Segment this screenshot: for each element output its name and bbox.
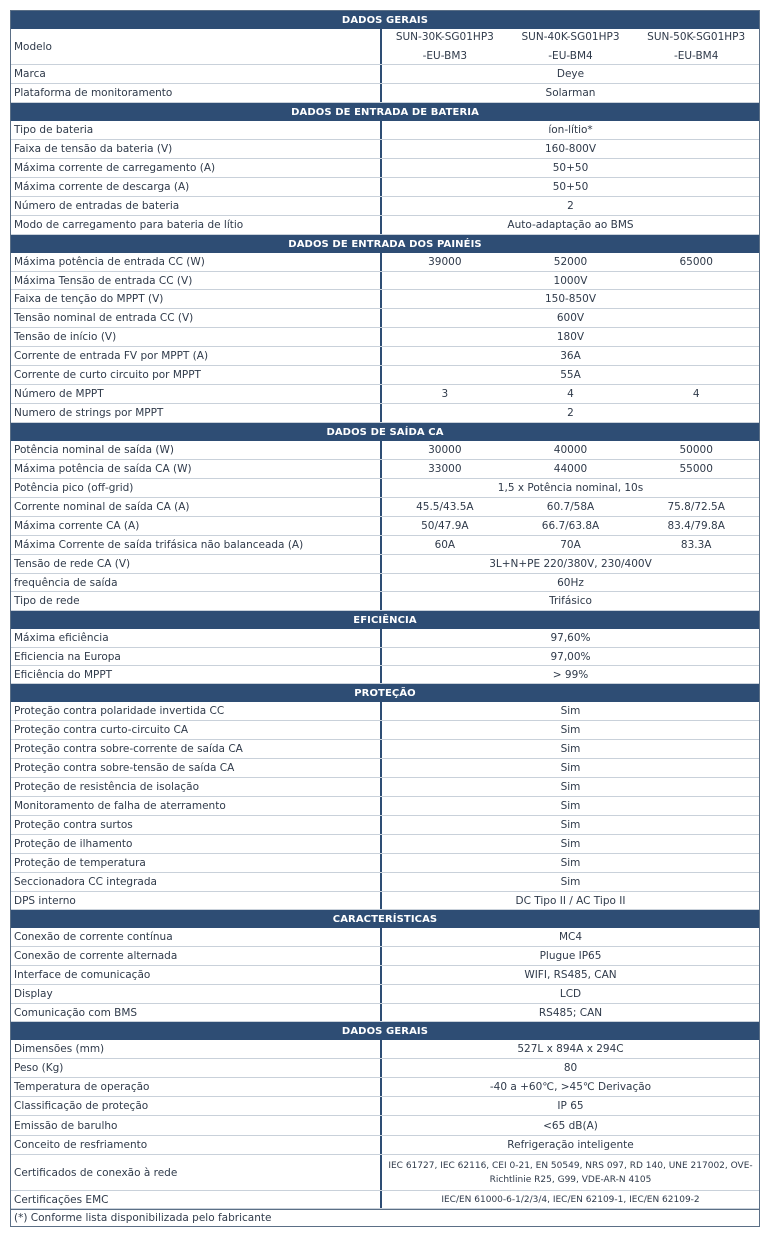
- row-value: LCD: [559, 988, 582, 1000]
- row-label: Potência nominal de saída (W): [11, 441, 382, 459]
- row-label: Monitoramento de falha de aterramento: [11, 797, 382, 815]
- table-row: [11, 121, 759, 140]
- row-label: Corrente de entrada FV por MPPT (A): [11, 347, 382, 365]
- table-row: [11, 721, 759, 740]
- row-value: 75.8/72.5A: [667, 501, 725, 513]
- row-label: Peso (Kg): [11, 1059, 382, 1077]
- table-row: [11, 892, 759, 910]
- table-row: [11, 159, 759, 178]
- section-header: DADOS GERAIS: [11, 1022, 759, 1040]
- row-label: Máxima Corrente de saída trifásica não balanceada (A): [11, 536, 382, 554]
- row-value: 66.7/63.8A: [541, 520, 600, 532]
- table-row: [11, 366, 759, 385]
- row-value: 52000: [553, 256, 588, 268]
- row-value: 60Hz: [557, 576, 584, 589]
- row-label: Eficiência do MPPT: [11, 666, 382, 683]
- row-label: Número de entradas de bateria: [11, 197, 382, 215]
- row-value: 40000: [553, 444, 588, 456]
- row-value: WIFI, RS485, CAN: [524, 969, 617, 981]
- row-value: RS485; CAN: [538, 1006, 603, 1019]
- table-row: [11, 778, 759, 797]
- row-label: Conexão de corrente contínua: [11, 928, 382, 946]
- row-label: Modo de carregamento para bateria de lítio: [11, 216, 382, 234]
- row-value: 600V: [556, 312, 585, 324]
- row-value: 55000: [679, 463, 713, 475]
- row-label: Proteção de resistência de isolação: [11, 778, 382, 796]
- row-value: Sim: [560, 781, 581, 793]
- row-label: Proteção contra sobre-tensão de saída CA: [11, 759, 382, 777]
- row-label: Proteção de temperatura: [11, 854, 382, 872]
- table-row: [11, 272, 759, 290]
- row-value: 44000: [553, 463, 588, 475]
- table-row: [11, 873, 759, 892]
- table-row: [11, 740, 759, 759]
- row-label: Certificações EMC: [11, 1191, 382, 1208]
- row-label: Faixa de tensão da bateria (V): [11, 140, 382, 158]
- table-row: [11, 702, 759, 721]
- row-value: 80: [563, 1062, 578, 1074]
- row-value: Solarman: [545, 87, 596, 99]
- row-label: Dimensões (mm): [11, 1040, 382, 1058]
- row-label: Eficiencia na Europa: [11, 648, 382, 665]
- table-row: [11, 1116, 759, 1136]
- row-label: Classificação de proteção: [11, 1097, 382, 1115]
- table-row: [11, 1004, 759, 1022]
- row-value: 83.3A: [680, 539, 712, 551]
- table-row: [11, 216, 759, 235]
- table-row: [11, 947, 759, 966]
- row-value: DC Tipo II / AC Tipo II: [515, 894, 626, 907]
- table-row: [11, 854, 759, 873]
- row-label: Conceito de resfriamento: [11, 1136, 382, 1154]
- table-row: [11, 1040, 759, 1059]
- row-value: 65000: [679, 256, 713, 268]
- row-value: Auto-adaptação ao BMS: [507, 219, 634, 231]
- row-value: 33000: [428, 463, 462, 475]
- row-value: 50+50: [552, 162, 589, 174]
- row-label: Temperatura de operação: [11, 1078, 382, 1096]
- row-value: 4: [567, 388, 574, 400]
- row-label: Modelo: [11, 29, 382, 64]
- table-row: [11, 835, 759, 854]
- row-label: Máxima potência de entrada CC (W): [11, 253, 382, 271]
- row-value: 50/47.9A: [421, 520, 469, 532]
- row-label: Emissão de barulho: [11, 1116, 382, 1135]
- table-row: [11, 347, 759, 366]
- row-label: Comunicação com BMS: [11, 1004, 382, 1021]
- row-label: Proteção de ilhamento: [11, 835, 382, 853]
- row-label: Numero de strings por MPPT: [11, 404, 382, 422]
- row-label: Máxima eficiência: [11, 629, 382, 647]
- table-row: [11, 816, 759, 835]
- row-value: 527L x 894A x 294C: [517, 1043, 624, 1055]
- row-label: Faixa de tenção do MPPT (V): [11, 290, 382, 308]
- footnote: (*) Conforme lista disponibilizada pelo fabricante: [11, 1209, 759, 1226]
- table-row: [11, 985, 759, 1004]
- spec-table: [10, 10, 760, 1227]
- table-row: [11, 966, 759, 985]
- table-row: [11, 253, 759, 272]
- row-value: 160-800V: [544, 143, 597, 155]
- section-header: DADOS DE ENTRADA DE BATERIA: [11, 103, 759, 121]
- row-label: Máxima corrente CA (A): [11, 517, 382, 535]
- row-value: 180V: [556, 331, 585, 343]
- table-row: [11, 328, 759, 347]
- row-value: 83.4/79.8A: [667, 520, 725, 532]
- row-value: 70A: [560, 539, 581, 551]
- row-value: 60A: [434, 539, 456, 551]
- row-value: IEC 61727, IEC 62116, CEI 0-21, EN 50549, NRS 097, RD 140, UNE 217002, OVE- Richtlinie R25, G99, VDE-AR-N 4105: [388, 1160, 753, 1185]
- row-value: 39000: [428, 256, 462, 268]
- row-label: Tensão de início (V): [11, 328, 382, 346]
- row-label: Proteção contra sobre-corrente de saída CA: [11, 740, 382, 758]
- table-row: [11, 536, 759, 555]
- row-label: Potência pico (off-grid): [11, 479, 382, 497]
- table-row: [11, 797, 759, 816]
- section-header: DADOS DE SAÍDA CA: [11, 423, 759, 441]
- table-row: [11, 385, 759, 404]
- table-row: [11, 1155, 759, 1191]
- row-value: 3: [441, 388, 449, 400]
- row-label: Corrente de curto circuito por MPPT: [11, 366, 382, 384]
- row-label: Tipo de bateria: [11, 121, 382, 139]
- model-col-2: SUN-40K-SG01HP3 -EU-BM4: [521, 30, 620, 62]
- row-value: Deye: [556, 68, 585, 80]
- table-row: [11, 290, 759, 309]
- row-value: Sim: [560, 743, 581, 755]
- table-row: [11, 759, 759, 778]
- row-value: 60.7/58A: [546, 501, 595, 513]
- row-value: 1,5 x Potência nominal, 10s: [497, 482, 644, 494]
- row-label: Plataforma de monitoramento: [11, 84, 382, 102]
- row-label: Corrente nominal de saída CA (A): [11, 498, 382, 516]
- table-row: [11, 1078, 759, 1097]
- table-row: [11, 555, 759, 574]
- row-value: 97,00%: [550, 650, 591, 663]
- table-row: [11, 460, 759, 479]
- row-label: Máxima corrente de descarga (A): [11, 178, 382, 196]
- table-row: [11, 309, 759, 328]
- table-row: [11, 1136, 759, 1155]
- table-row: [11, 140, 759, 159]
- row-label: Proteção contra curto-circuito CA: [11, 721, 382, 739]
- row-value: Refrigeração inteligente: [507, 1139, 634, 1151]
- table-row: [11, 1191, 759, 1209]
- table-row: [11, 498, 759, 517]
- row-label: Seccionadora CC integrada: [11, 873, 382, 891]
- row-value: -40 a +60℃, >45℃ Derivação: [489, 1081, 652, 1093]
- row-label: Tipo de rede: [11, 592, 382, 610]
- table-row: [11, 84, 759, 103]
- row-value: 50000: [679, 444, 713, 456]
- row-value: MC4: [558, 931, 583, 943]
- row-label: Display: [11, 985, 382, 1003]
- row-label: Tensão nominal de entrada CC (V): [11, 309, 382, 327]
- table-row: [11, 592, 759, 611]
- row-value: Sim: [560, 724, 581, 736]
- row-value: 1000V: [553, 274, 588, 287]
- table-row: [11, 479, 759, 498]
- table-row: [11, 928, 759, 947]
- section-header: DADOS DE ENTRADA DOS PAINÉIS: [11, 235, 759, 253]
- row-label: Máxima corrente de carregamento (A): [11, 159, 382, 177]
- row-label: DPS interno: [11, 892, 382, 909]
- row-value: 36A: [560, 350, 581, 362]
- section-header: CARACTERÍSTICAS: [11, 910, 759, 928]
- section-header: DADOS GERAIS: [11, 11, 759, 29]
- row-label: Máxima Tensão de entrada CC (V): [11, 272, 382, 289]
- row-value: <65 dB(A): [543, 1119, 598, 1132]
- row-value: 55A: [560, 369, 581, 381]
- table-row: [11, 178, 759, 197]
- row-value: Sim: [560, 819, 581, 831]
- row-value: 50+50: [552, 181, 589, 193]
- table-row: [11, 29, 759, 65]
- row-value: IP 65: [557, 1100, 584, 1112]
- row-label: frequência de saída: [11, 574, 382, 591]
- row-value: 30000: [428, 444, 462, 456]
- table-row: [11, 1059, 759, 1078]
- model-col-1: SUN-30K-SG01HP3 -EU-BM3: [395, 30, 494, 62]
- table-row: [11, 574, 759, 592]
- row-value: 150-850V: [544, 293, 597, 305]
- row-label: Número de MPPT: [11, 385, 382, 403]
- table-row: [11, 1097, 759, 1116]
- row-value: Sim: [560, 876, 581, 888]
- row-value: 97,60%: [550, 632, 591, 644]
- table-row: [11, 629, 759, 648]
- table-row: [11, 404, 759, 423]
- row-label: Máxima potência de saída CA (W): [11, 460, 382, 478]
- table-row: [11, 197, 759, 216]
- row-value: Plugue IP65: [539, 950, 602, 962]
- row-label: Tensão de rede CA (V): [11, 555, 382, 573]
- row-value: íon-lítio*: [548, 124, 593, 136]
- row-value: > 99%: [552, 668, 589, 681]
- row-label: Certificados de conexão à rede: [11, 1155, 382, 1190]
- section-header: PROTEÇÃO: [11, 684, 759, 702]
- row-value: 45.5/43.5A: [416, 501, 474, 513]
- row-label: Interface de comunicação: [11, 966, 382, 984]
- model-col-3: SUN-50K-SG01HP3 -EU-BM4: [647, 30, 746, 62]
- row-value: IEC/EN 61000-6-1/2/3/4, IEC/EN 62109-1, IEC/EN 62109-2: [441, 1194, 700, 1205]
- row-value: Sim: [560, 705, 581, 717]
- row-value: Sim: [560, 762, 581, 774]
- row-value: Sim: [560, 800, 581, 812]
- table-row: [11, 441, 759, 460]
- row-value: Sim: [560, 857, 581, 869]
- table-row: [11, 517, 759, 536]
- table-row: [11, 65, 759, 84]
- table-row: [11, 648, 759, 666]
- row-value: 4: [692, 388, 700, 400]
- row-label: Proteção contra polaridade invertida CC: [11, 702, 382, 720]
- table-row: [11, 666, 759, 684]
- row-value: 2: [567, 407, 574, 419]
- section-header: EFICIÊNCIA: [11, 611, 759, 629]
- row-value: 3L+N+PE 220/380V, 230/400V: [489, 558, 652, 570]
- row-label: Conexão de corrente alternada: [11, 947, 382, 965]
- row-value: Sim: [560, 838, 581, 850]
- row-label: Proteção contra surtos: [11, 816, 382, 834]
- row-label: Marca: [11, 65, 382, 83]
- row-value: 2: [567, 200, 574, 212]
- row-value: Trifásico: [549, 595, 592, 607]
